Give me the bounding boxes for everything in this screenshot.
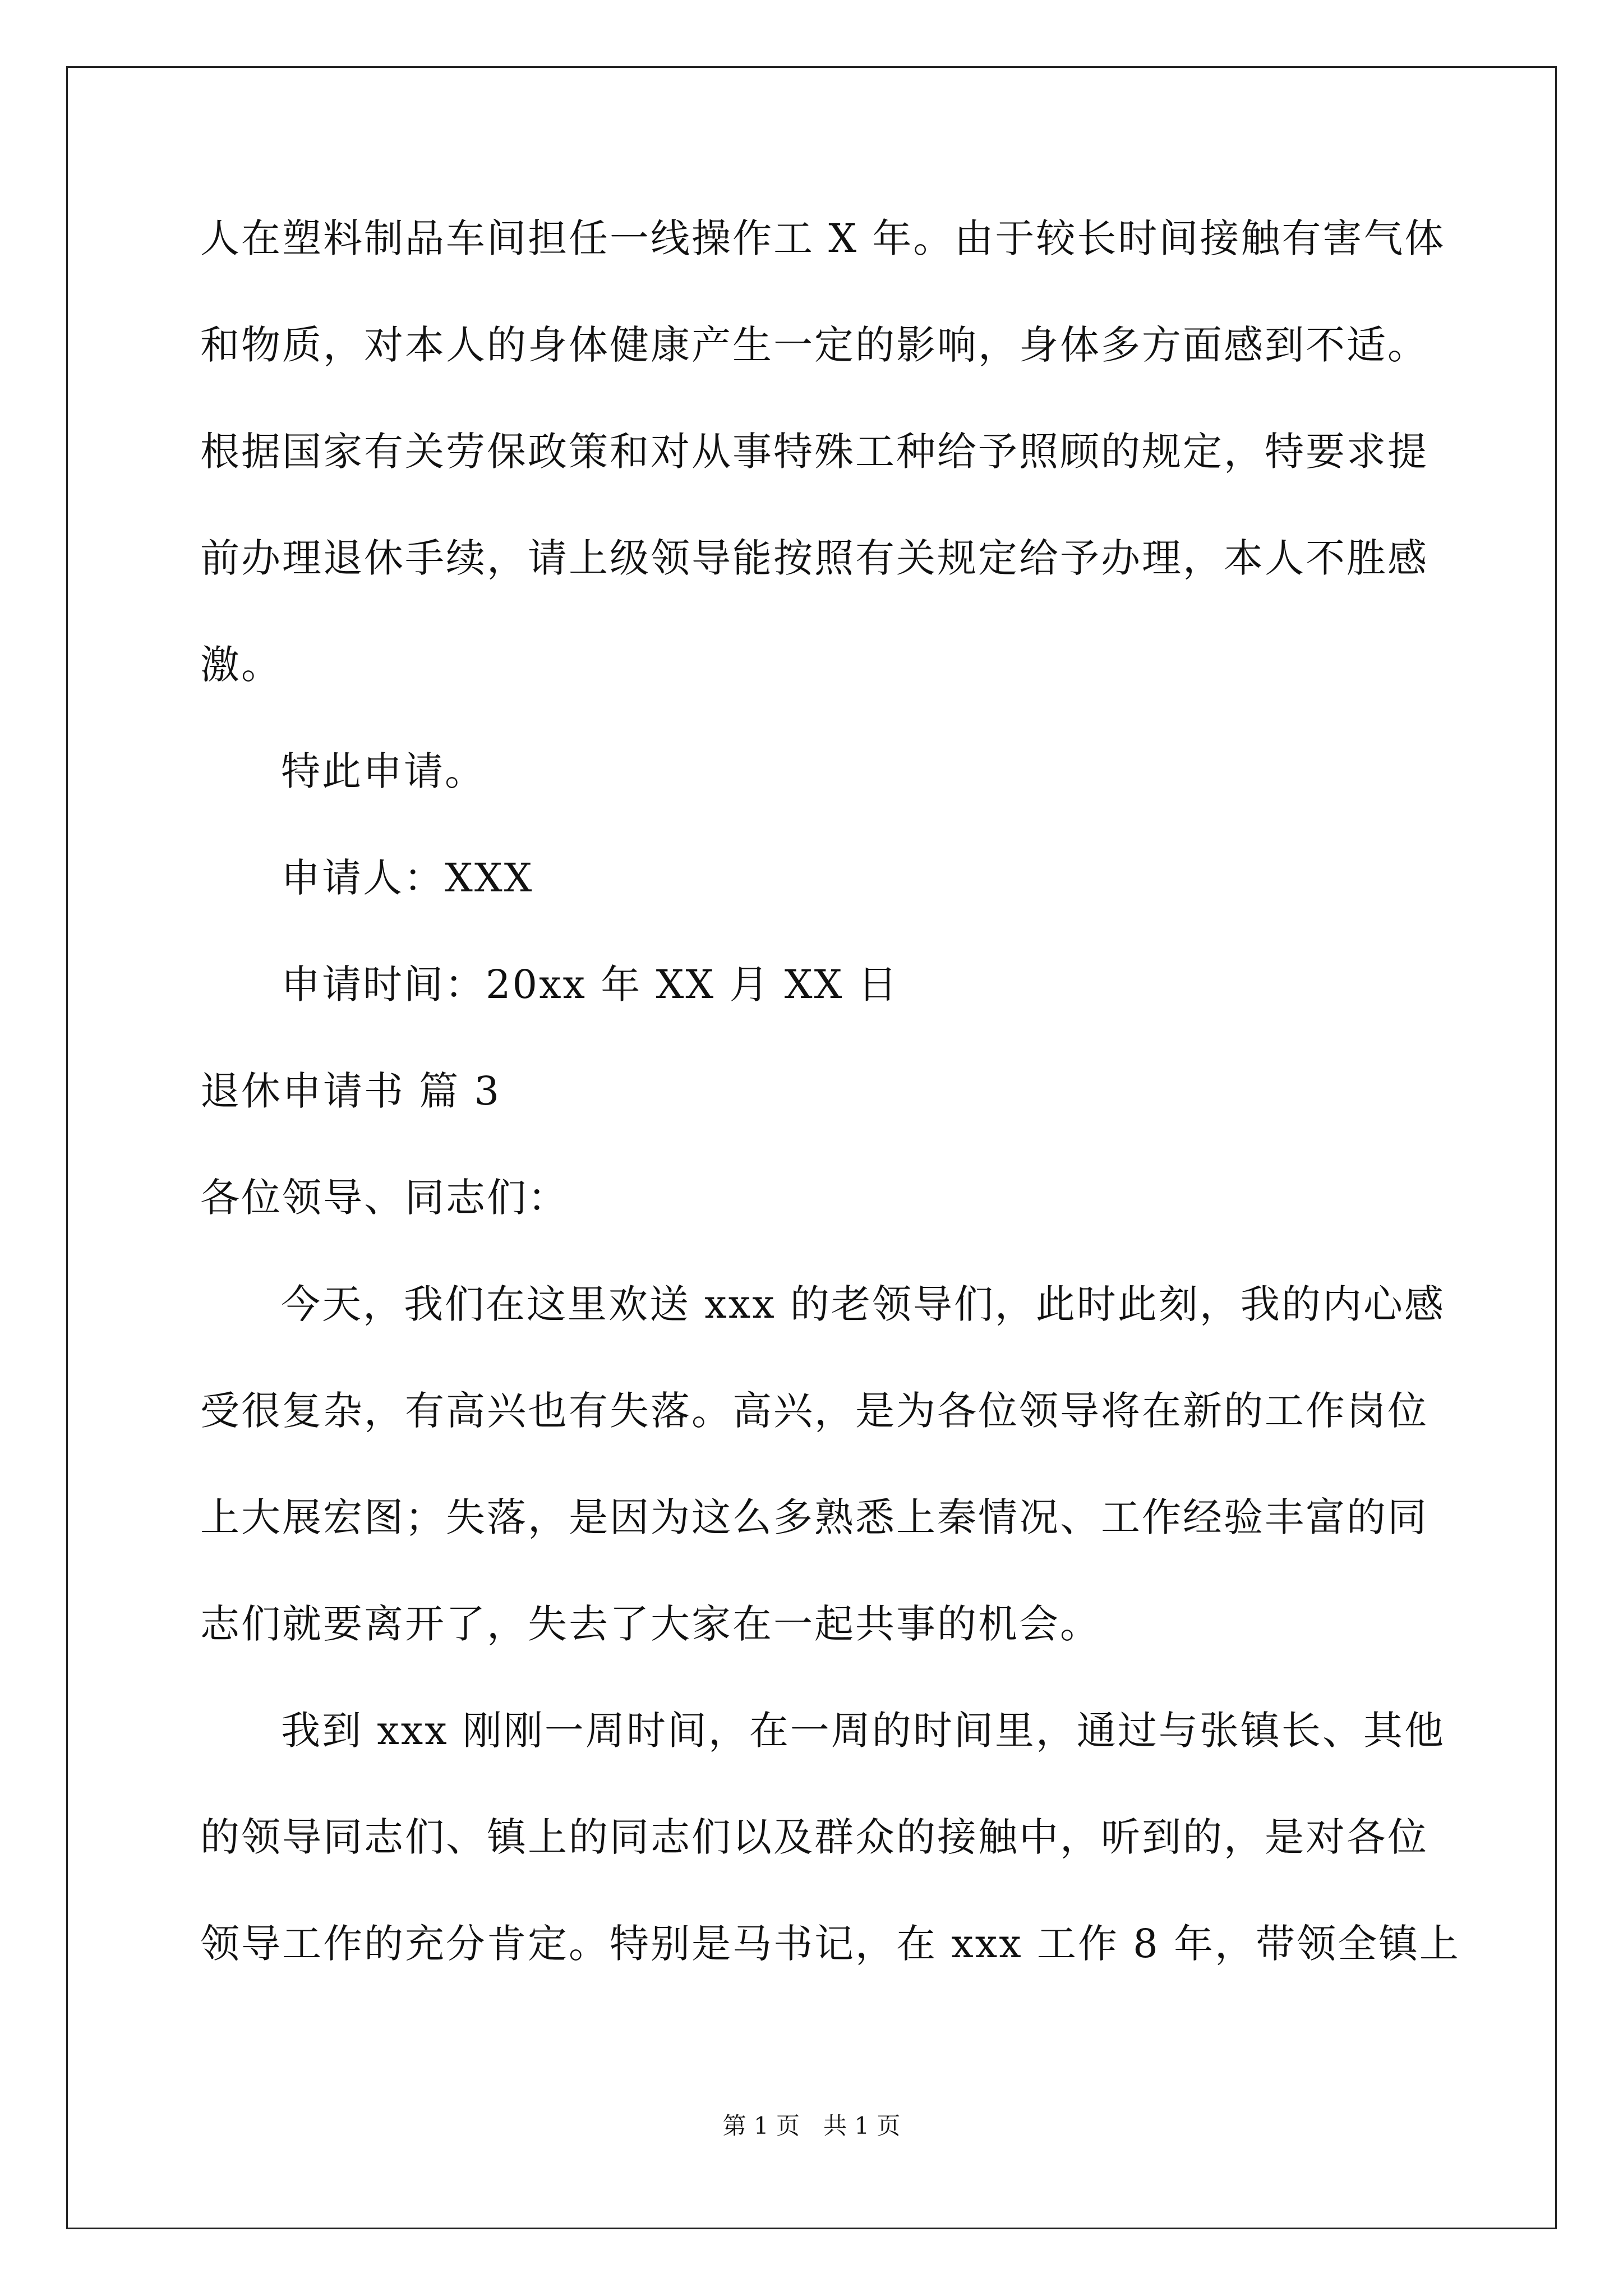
text-line: 前办理退休手续，请上级领导能按照有关规定给予办理，本人不胜感	[200, 535, 1428, 581]
text-line: 激。	[200, 642, 282, 688]
application-date-line: 申请时间：20xx 年 XX 月 XX 日	[281, 961, 899, 1007]
applicant-line: 申请人：XXX	[281, 855, 534, 901]
text-line: 人在塑料制品车间担任一线操作工 X 年。由于较长时间接触有害气体	[200, 215, 1446, 261]
text-line: 今天，我们在这里欢送 xxx 的老领导们，此时此刻，我的内心感	[281, 1281, 1445, 1327]
section-heading: 退休申请书 篇 3	[200, 1068, 501, 1114]
salutation: 各位领导、同志们：	[200, 1175, 569, 1221]
text-line: 的领导同志们、镇上的同志们以及群众的接触中，听到的，是对各位	[200, 1814, 1428, 1860]
text-line: 根据国家有关劳保政策和对从事特殊工种给予照顾的规定，特要求提	[200, 429, 1428, 475]
text-line: 志们就要离开了，失去了大家在一起共事的机会。	[200, 1601, 1101, 1647]
text-line: 和物质，对本人的身体健康产生一定的影响，身体多方面感到不适。	[200, 322, 1428, 368]
closing-statement: 特此申请。	[281, 748, 486, 794]
page-border	[66, 66, 1557, 2229]
text-line: 领导工作的充分肯定。特别是马书记，在 xxx 工作 8 年，带领全镇上	[200, 1921, 1460, 1967]
text-line: 受很复杂，有高兴也有失落。高兴，是为各位领导将在新的工作岗位	[200, 1388, 1428, 1434]
page-footer: 第 1 页 共 1 页	[722, 2112, 901, 2139]
text-line: 上大展宏图；失落，是因为这么多熟悉上秦情况、工作经验丰富的同	[200, 1494, 1428, 1540]
text-line: 我到 xxx 刚刚一周时间，在一周的时间里，通过与张镇长、其他	[281, 1708, 1445, 1754]
